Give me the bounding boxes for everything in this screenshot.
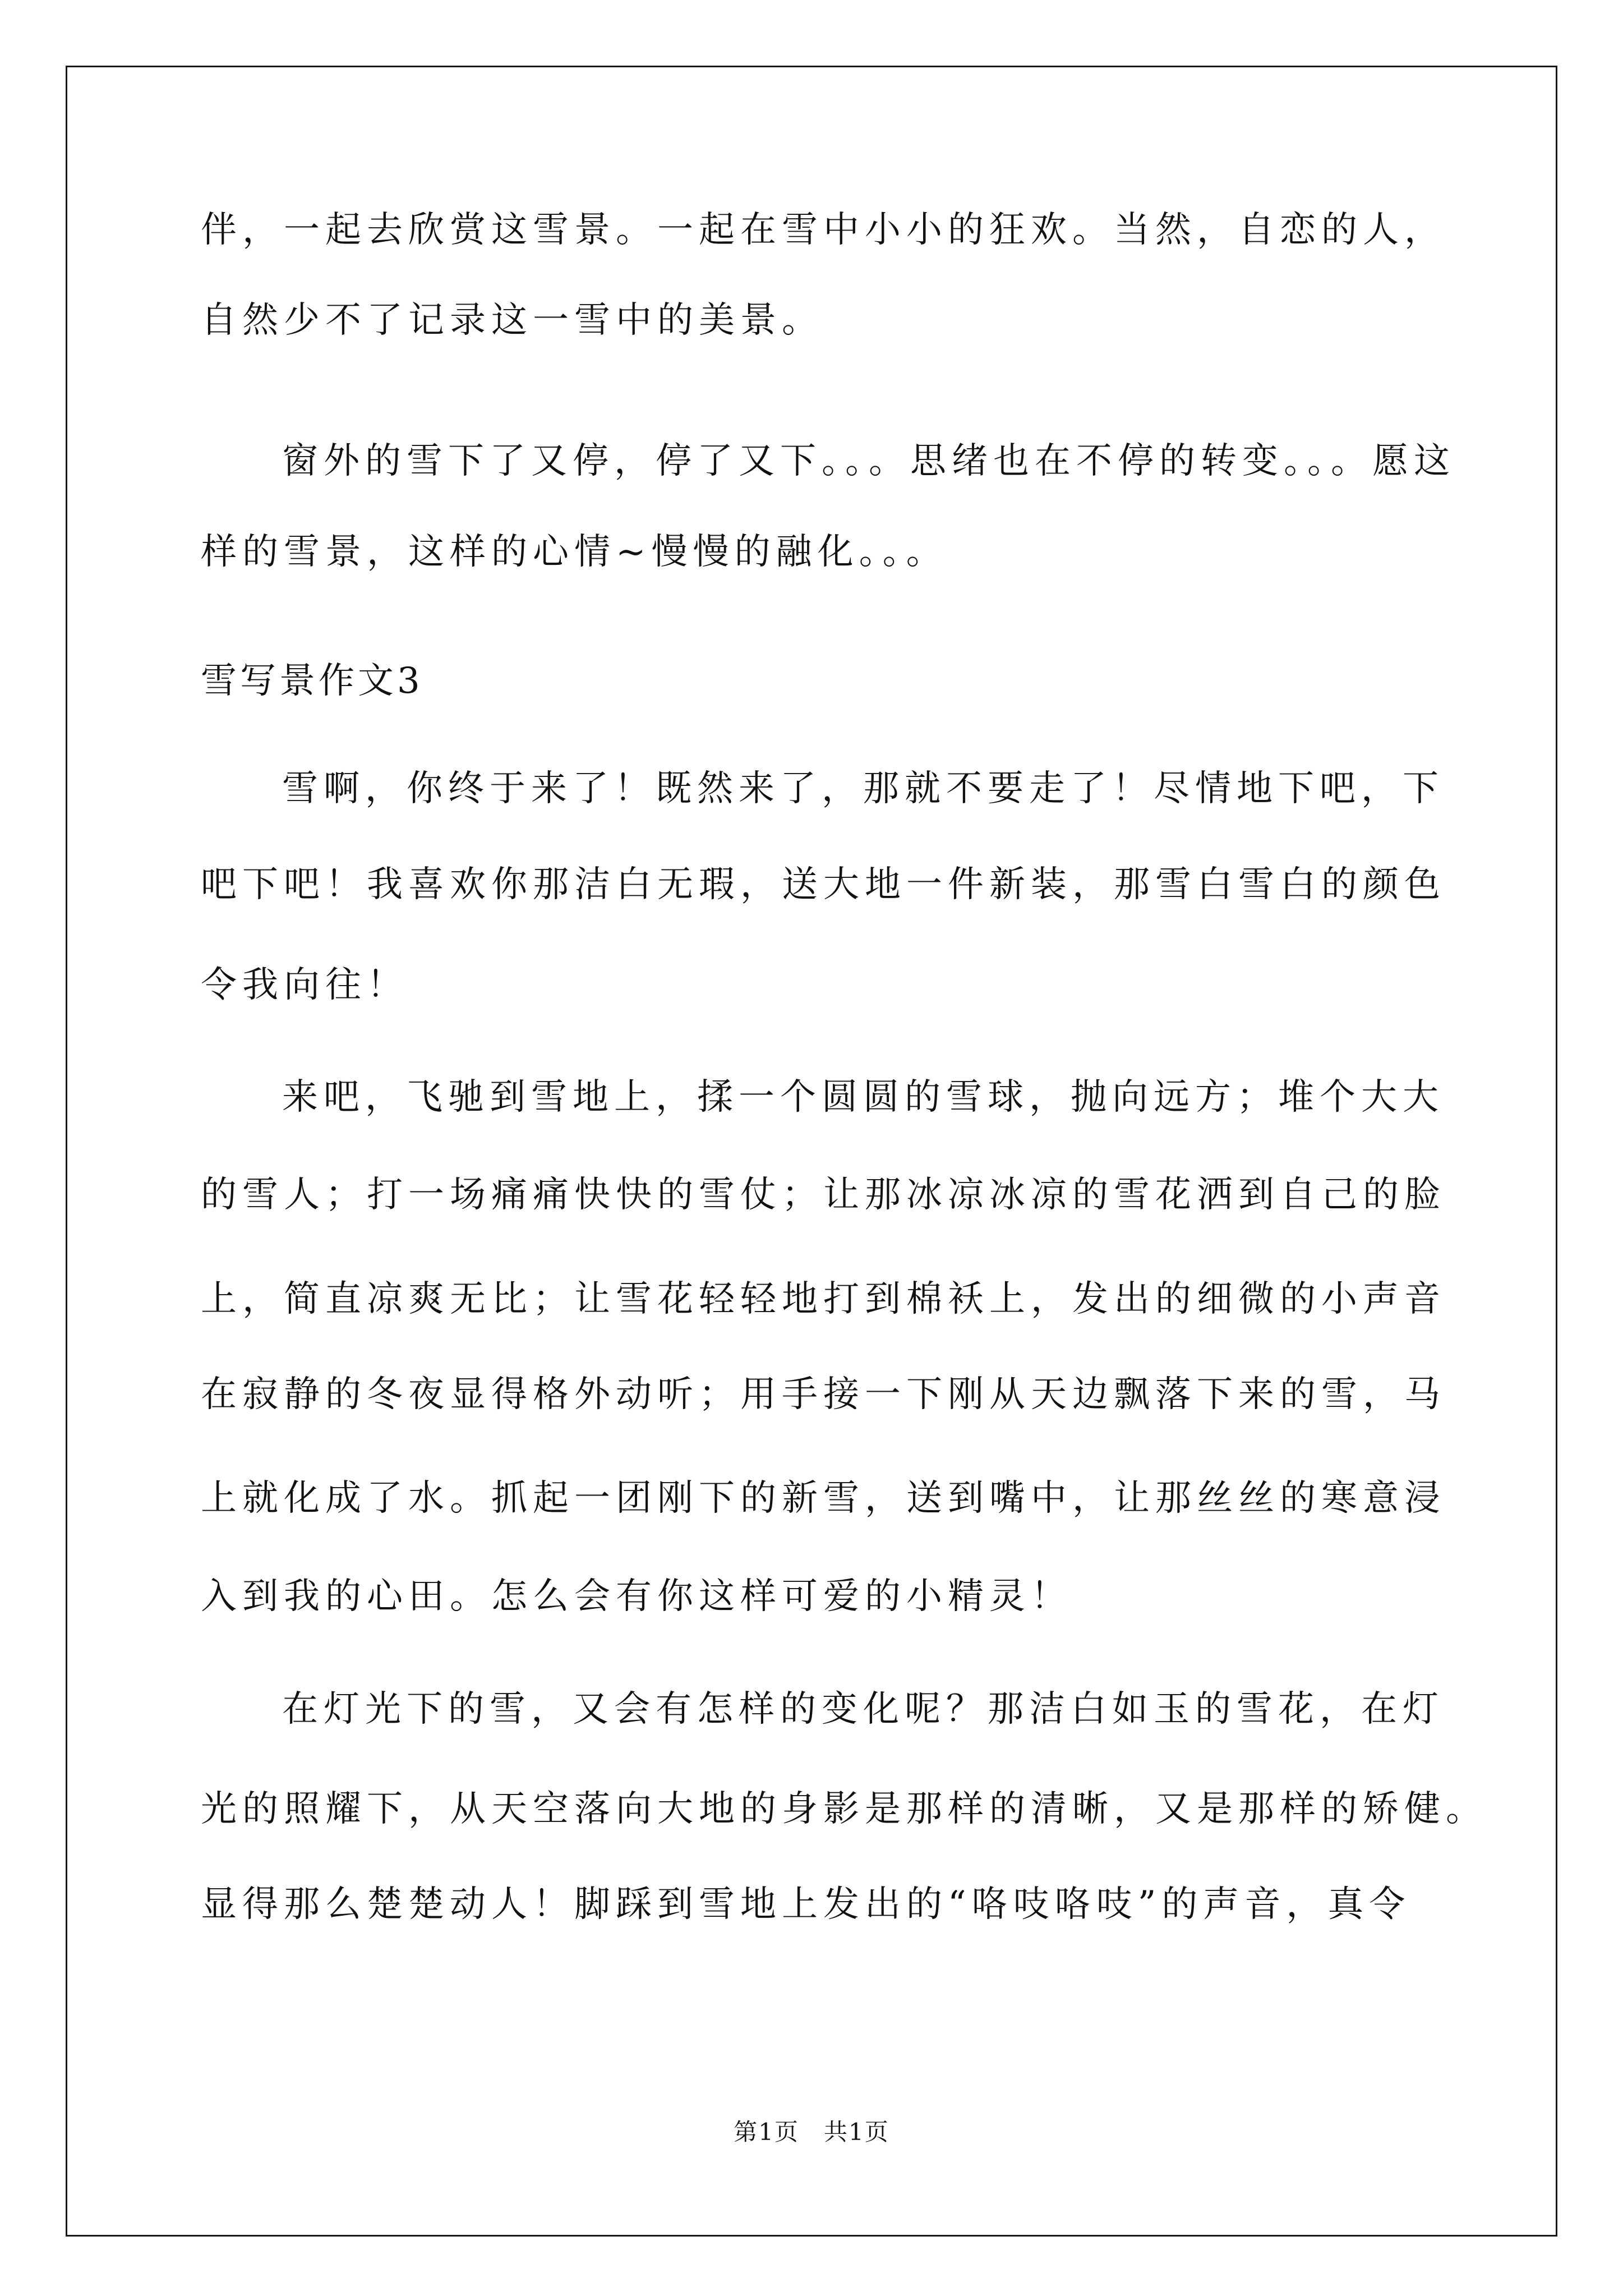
text-line: 令我向往！ <box>201 964 408 1006</box>
paragraph-start-line: 来吧，飞驰到雪地上，揉一个圆圆的雪球，抛向远方；堆个大大 <box>282 1076 1444 1118</box>
text-line: 样的雪景，这样的心情~慢慢的融化。。。 <box>201 531 948 573</box>
section-heading: 雪写景作文3 <box>201 660 423 702</box>
paragraph-start-line: 在灯光下的雪，又会有怎样的变化呢？那洁白如玉的雪花，在灯 <box>282 1688 1444 1730</box>
page-number-footer: 第1页 共1页 <box>734 2118 889 2146</box>
text-line: 的雪人；打一场痛痛快快的雪仗；让那冰凉冰凉的雪花洒到自己的脸 <box>201 1174 1446 1216</box>
paragraph-start-line: 雪啊，你终于来了！既然来了，那就不要走了！尽情地下吧，下 <box>282 768 1444 809</box>
text-line: 在寂静的冬夜显得格外动听；用手接一下刚从天边飘落下来的雪，马 <box>201 1374 1446 1415</box>
paragraph-start-line: 窗外的雪下了又停，停了又下。。。思绪也在不停的转变。。。愿这 <box>282 440 1455 482</box>
text-line: 入到我的心田。怎么会有你这样可爱的小精灵！ <box>201 1576 1072 1617</box>
text-line: 伴，一起去欣赏这雪景。一起在雪中小小的狂欢。当然，自恋的人， <box>201 209 1446 251</box>
text-line: 光的照耀下，从天空落向大地的身影是那样的清晰，又是那样的矫健。 <box>201 1788 1487 1830</box>
text-line: 吧下吧！我喜欢你那洁白无瑕，送大地一件新装，那雪白雪白的颜色 <box>201 864 1446 905</box>
text-line: 显得那么楚楚动人！脚踩到雪地上发出的“咯吱咯吱”的声音，真令 <box>201 1884 1411 1925</box>
text-line: 自然少不了记录这一雪中的美景。 <box>201 300 823 341</box>
text-line: 上，简直凉爽无比；让雪花轻轻地打到棉袄上，发出的细微的小声音 <box>201 1278 1446 1320</box>
text-line: 上就化成了水。抓起一团刚下的新雪，送到嘴中，让那丝丝的寒意浸 <box>201 1478 1446 1519</box>
